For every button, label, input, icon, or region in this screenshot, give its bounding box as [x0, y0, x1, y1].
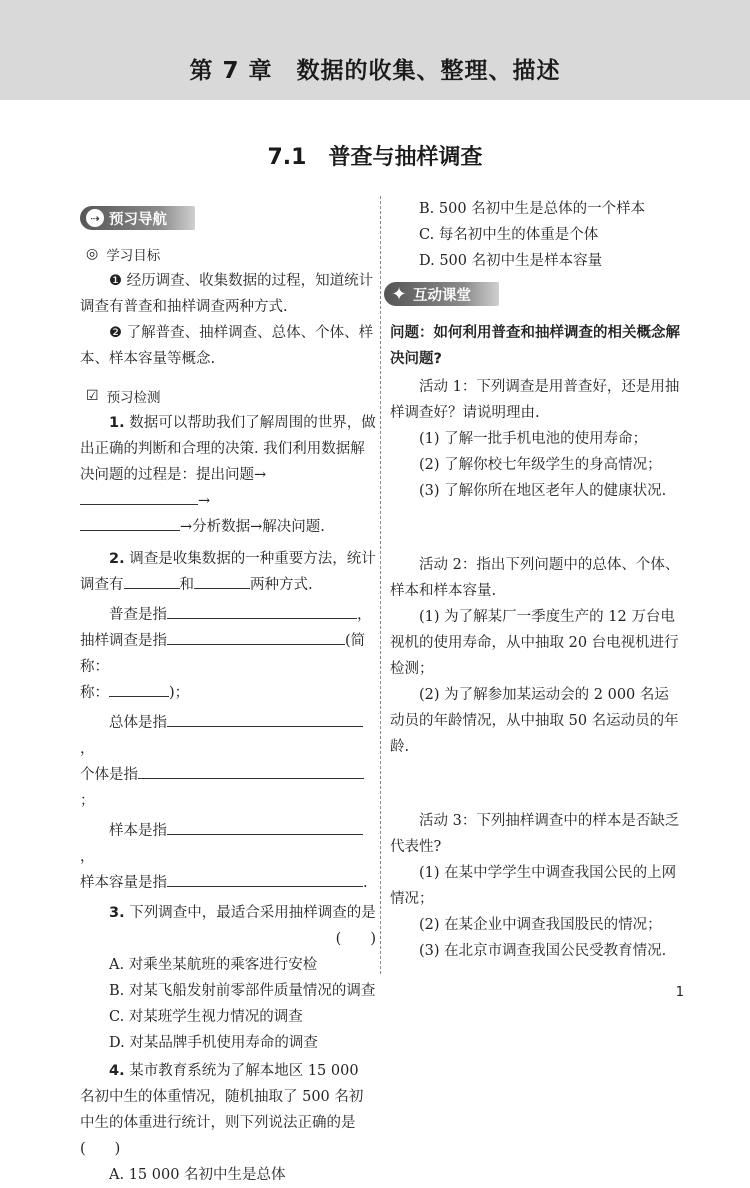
section-title: 7.1 普查与抽样调查: [267, 145, 483, 170]
activity-2-item-1: (1) 为了解某厂一季度生产的 12 万台电视机的使用寿命，从中抽取 20 台电视机进行检测；: [390, 609, 679, 677]
answer-blank[interactable]: [167, 603, 357, 619]
answer-blank[interactable]: [109, 681, 169, 697]
activity-3-item-1: (1) 在某中学学生中调查我国公民的上网情况；: [390, 865, 677, 907]
interactive-badge: [384, 282, 499, 306]
answer-blank[interactable]: [167, 629, 345, 645]
sample-line: 样本是指，: [80, 818, 376, 870]
q4-option-d: D. 500 名初中生是样本容量: [419, 253, 603, 269]
activity-3-item-2: (2) 在某企业中调查我国股民的情况；: [419, 917, 662, 933]
right-column: [390, 196, 682, 964]
question-2: 2. 调查是收集数据的一种重要方法，统计调查有 和 两种方式.: [80, 551, 376, 593]
q3-option-a: A. 对乘坐某航班的乘客进行安检: [109, 957, 318, 973]
question-1: 1. 数据可以帮助我们了解周围的世界，做出正确的判断和合理的决策. 我们利用数据解决问题的过程是：提出问题→→: [80, 415, 376, 509]
individual-line: 个体是指；: [80, 762, 376, 814]
chapter-banner: [0, 0, 750, 100]
q3-option-c: C. 对某班学生视力情况的调查: [109, 1009, 303, 1025]
activity-1-item-1: (1) 了解一批手机电池的使用寿命；: [419, 431, 648, 447]
preview-badge: [80, 206, 195, 230]
activity-2-item-2: (2) 为了解参加某运动会的 2 000 名运动员的年龄情况，从中抽取 50 名运动员的年龄.: [390, 687, 679, 755]
left-column: [80, 196, 376, 1188]
census-line: 普查是指 ，: [80, 602, 376, 628]
q4-option-a: A. 15 000 名初中生是总体: [109, 1167, 286, 1183]
arrow-icon: ⇢: [86, 209, 104, 227]
check-heading: ☑ 预习检测: [86, 388, 161, 406]
question-3-paren: ( ): [335, 931, 376, 947]
column-divider: [380, 196, 381, 974]
activity-1-item-2: (2) 了解你校七年级学生的身高情况；: [419, 457, 662, 473]
q4-option-c: C. 每名初中生的体重是个体: [419, 227, 599, 243]
activity-1-item-3: (3) 了解你所在地区老年人的健康状况.: [419, 483, 667, 499]
activity-1: 活动 1：下列调查是用普查好，还是用抽样调查好？请说明理由.: [390, 379, 680, 421]
answer-blank[interactable]: [194, 573, 250, 589]
chapter-title: 第 7 章 数据的收集、整理、描述: [189, 58, 561, 84]
question-3: 3. 下列调查中，最适合采用抽样调查的是: [109, 905, 376, 921]
goal-1: ❶ 经历调查、收集数据的过程，知道统计调查有普查和抽样调查两种方式.: [80, 273, 374, 315]
activity-2: 活动 2：指出下列问题中的总体、个体、样本和样本容量.: [390, 557, 680, 599]
star-icon: ✦: [391, 283, 407, 305]
interactive-question: 问题：如何利用普查和抽样调查的相关概念解决问题?: [390, 325, 680, 367]
answer-blank[interactable]: [167, 871, 363, 887]
answer-blank[interactable]: [80, 489, 198, 505]
interactive-badge-label: 互动课堂: [413, 287, 471, 304]
sampling-line: 抽样调查是指 (简称：: [80, 628, 376, 680]
answer-blank[interactable]: [167, 711, 363, 727]
answer-blank[interactable]: [138, 763, 364, 779]
activity-3: 活动 3：下列抽样调查中的样本是否缺乏代表性?: [390, 813, 680, 855]
page-number: 1: [675, 985, 684, 1000]
checkbox-icon: ☑: [86, 388, 99, 404]
activity-3-item-3: (3) 在北京市调查我国公民受教育情况.: [419, 943, 667, 959]
question-1-cont: →分析数据→解决问题.: [80, 514, 376, 540]
answer-blank[interactable]: [80, 515, 180, 531]
population-line: 总体是指，: [80, 710, 376, 762]
question-4: 4. 某市教育系统为了解本地区 15 000 名初中生的体重情况，随机抽取了 500 名初中生的体重进行统计，则下列说法正确的是( ): [80, 1063, 364, 1157]
target-icon: ◎: [86, 246, 99, 262]
q4-option-b: B. 500 名初中生是总体的一个样本: [419, 201, 646, 217]
goals-heading: ◎ 学习目标: [86, 246, 161, 264]
sample-size-line: 样本容量是指 .: [80, 870, 376, 896]
q3-option-b: B. 对某飞船发射前零部件质量情况的调查: [109, 983, 376, 999]
preview-badge-label: 预习导航: [109, 211, 167, 228]
answer-blank[interactable]: [124, 573, 180, 589]
sampling-abbr-line: 称： )；: [80, 680, 376, 706]
answer-blank[interactable]: [167, 819, 363, 835]
q3-option-d: D. 对某品牌手机使用寿命的调查: [109, 1035, 318, 1051]
goal-2: ❷ 了解普查、抽样调查、总体、个体、样本、样本容量等概念.: [80, 325, 374, 367]
